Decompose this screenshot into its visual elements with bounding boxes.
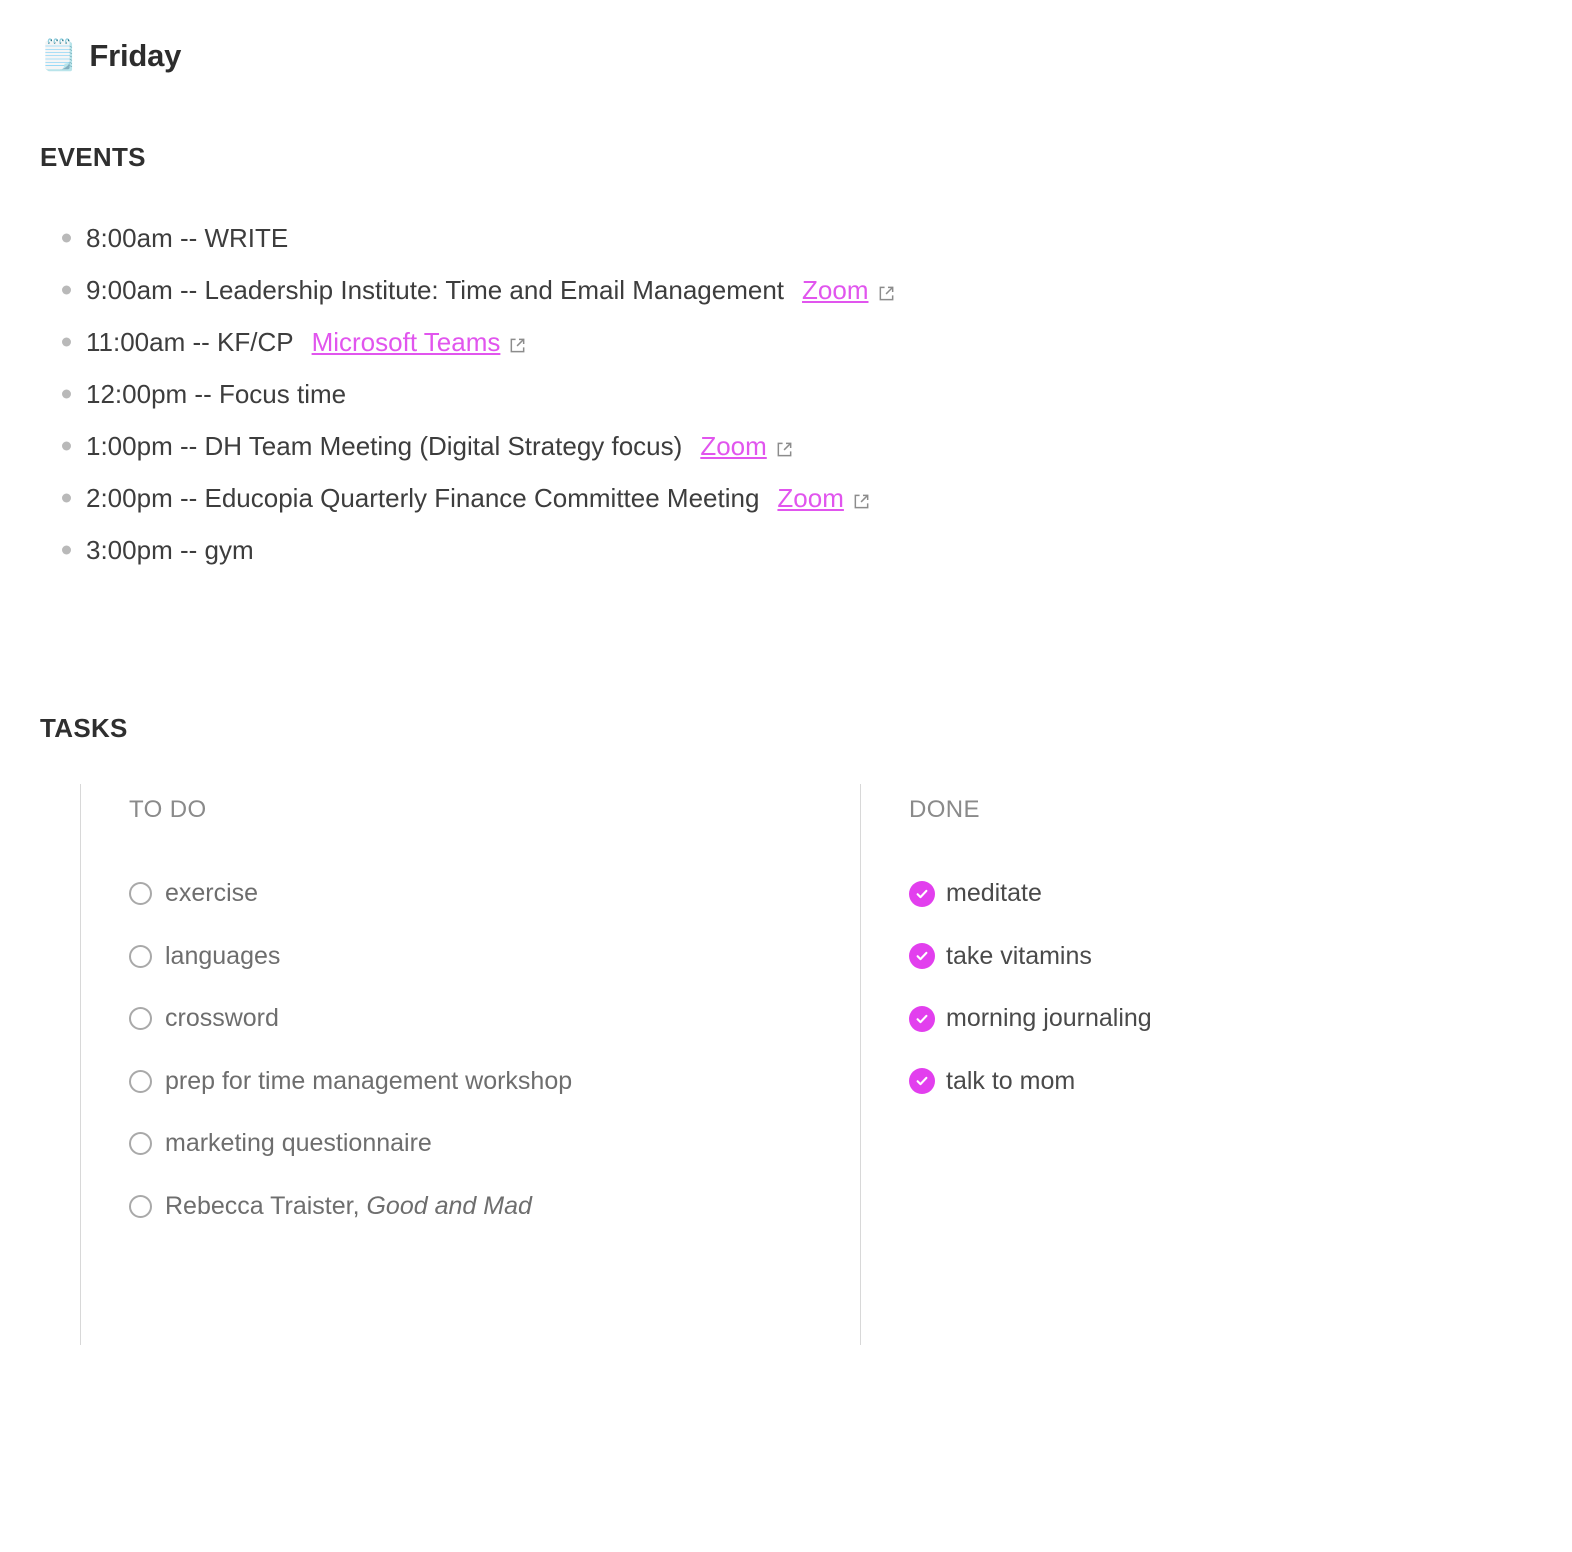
task-item[interactable] — [909, 943, 1420, 971]
events-list — [40, 225, 1532, 563]
spiral-notepad-icon: 🗒️ — [40, 39, 78, 72]
task-label: talk to mom — [946, 1066, 1076, 1095]
done-list — [909, 880, 1420, 1095]
external-link-icon[interactable] — [509, 337, 526, 354]
checkbox-unchecked-icon[interactable] — [129, 1132, 152, 1155]
checkbox-unchecked-icon[interactable] — [129, 1070, 152, 1093]
todo-column — [80, 784, 860, 1345]
event-link[interactable]: Zoom — [700, 431, 767, 461]
event-item — [86, 485, 1532, 511]
external-link-icon[interactable] — [776, 441, 793, 458]
bullet-icon — [62, 390, 71, 399]
task-label: languages — [165, 941, 281, 970]
event-item — [86, 381, 1532, 407]
task-label: crossword — [165, 1004, 279, 1032]
task-item[interactable] — [909, 1068, 1420, 1096]
event-text: 11:00am -- KF/CP — [86, 327, 294, 357]
bullet-icon — [62, 546, 71, 555]
events-heading: EVENTS — [40, 142, 146, 172]
task-item[interactable] — [129, 1005, 860, 1033]
task-label: take vitamins — [946, 941, 1092, 970]
event-text: 2:00pm -- Educopia Quarterly Finance Committee Meeting — [86, 483, 760, 513]
checkbox-checked-icon[interactable] — [909, 943, 935, 969]
bullet-icon — [62, 494, 71, 503]
todo-list — [129, 880, 860, 1220]
task-item[interactable] — [129, 1130, 860, 1158]
bullet-icon — [62, 442, 71, 451]
bullet-icon — [62, 338, 71, 347]
external-link-icon[interactable] — [878, 285, 895, 302]
event-item — [86, 225, 1532, 251]
event-text: 12:00pm -- Focus time — [86, 379, 347, 409]
bullet-icon — [62, 234, 71, 243]
external-link-icon[interactable] — [853, 493, 870, 510]
done-column-title: DONE — [909, 796, 980, 823]
tasks-columns — [40, 784, 1532, 1345]
event-link[interactable]: Zoom — [777, 483, 844, 513]
checkbox-checked-icon[interactable] — [909, 1068, 935, 1094]
task-item[interactable] — [129, 1193, 860, 1221]
checkbox-unchecked-icon[interactable] — [129, 882, 152, 905]
task-item[interactable] — [129, 880, 860, 908]
event-link[interactable]: Microsoft Teams — [311, 327, 501, 357]
checkbox-unchecked-icon[interactable] — [129, 1007, 152, 1030]
bullet-icon — [62, 286, 71, 295]
task-label: exercise — [165, 879, 259, 907]
task-item[interactable] — [129, 943, 860, 971]
task-item[interactable] — [129, 1068, 860, 1096]
checkbox-unchecked-icon[interactable] — [129, 1195, 152, 1218]
event-item — [86, 537, 1532, 563]
event-link[interactable]: Zoom — [802, 275, 869, 305]
event-text: 1:00pm -- DH Team Meeting (Digital Strategy focus) — [86, 431, 683, 461]
event-text: 3:00pm -- gym — [86, 535, 254, 565]
task-label: meditate — [946, 879, 1042, 907]
task-item[interactable] — [909, 1005, 1420, 1033]
task-label: marketing questionnaire — [165, 1129, 432, 1157]
page-title — [40, 38, 1532, 74]
checkbox-checked-icon[interactable] — [909, 1006, 935, 1032]
tasks-heading: TASKS — [40, 713, 128, 743]
task-label: morning journaling — [946, 1004, 1152, 1032]
event-item — [86, 277, 1532, 303]
event-item — [86, 433, 1532, 459]
todo-column-title: TO DO — [129, 796, 207, 823]
checkbox-checked-icon[interactable] — [909, 881, 935, 907]
event-text: 9:00am -- Leadership Institute: Time and Email Management — [86, 275, 785, 305]
done-column — [860, 784, 1420, 1345]
task-label: Rebecca Traister, Good and Mad — [165, 1191, 532, 1220]
task-item[interactable] — [909, 880, 1420, 908]
event-item — [86, 329, 1532, 355]
page-title-text: Friday — [89, 38, 182, 73]
event-text: 8:00am -- WRITE — [86, 223, 289, 253]
checkbox-unchecked-icon[interactable] — [129, 945, 152, 968]
task-label: prep for time management workshop — [165, 1066, 573, 1095]
